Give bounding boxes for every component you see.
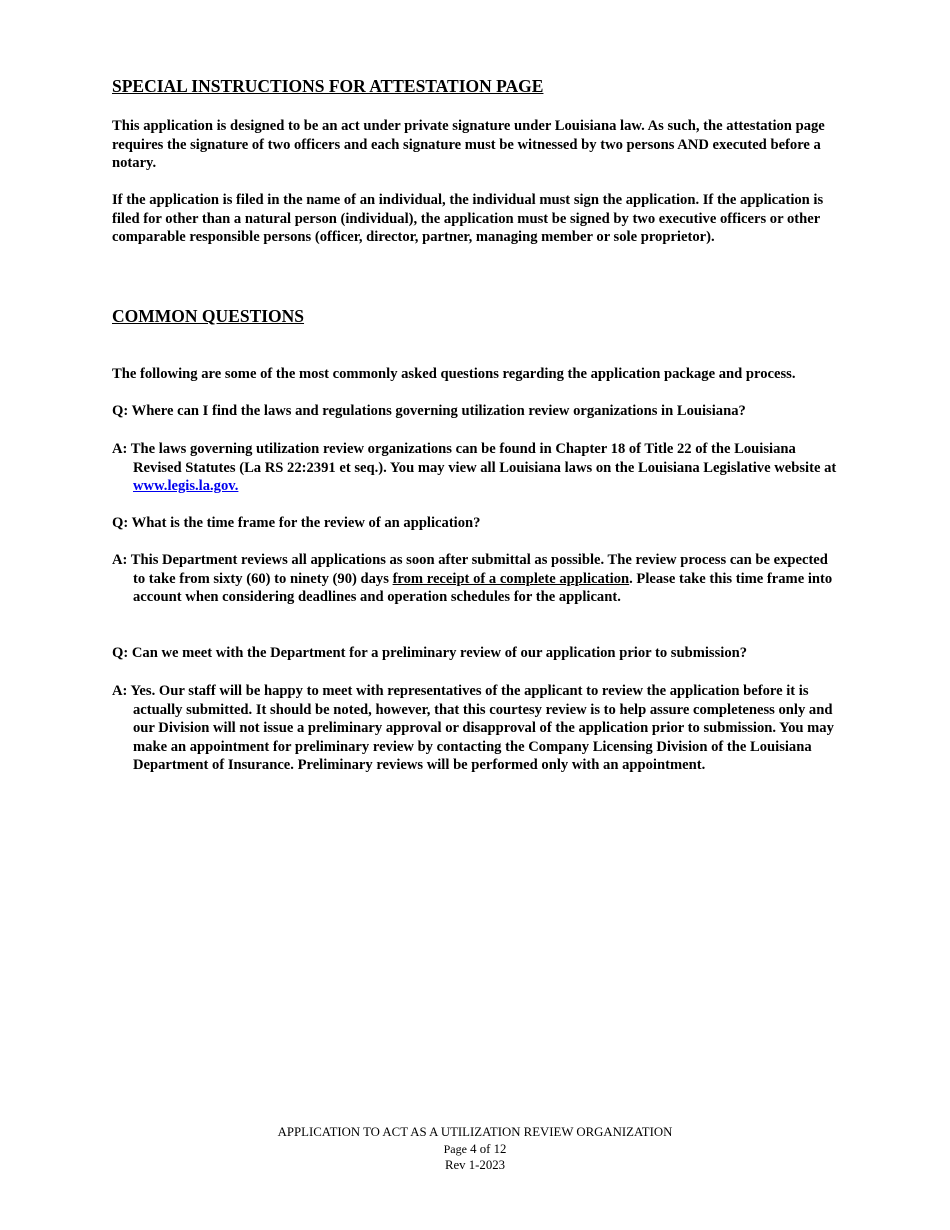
attestation-paragraph-1: This application is designed to be an act under private signature under Louisiana law. As such, the attestation page requires the signature of two officers and each signature must be witnessed by two persons AND executed before a notary. bbox=[112, 118, 825, 172]
footer-revision: Rev 1-2023 bbox=[444, 1158, 506, 1172]
answer-1-text: A: The laws governing utilization review organizations can be found in Chapter 18 of Title 22 of the Louisiana Revised Statutes (La RS 22:2391 et seq.). You may view all Louisiana laws on the Louisiana Legislative website at bbox=[112, 441, 837, 476]
answer-2-underlined-text: from receipt of a complete application bbox=[392, 570, 630, 587]
attestation-heading: SPECIAL INSTRUCTIONS FOR ATTESTATION PAGE bbox=[112, 76, 544, 96]
answer-3: A: Yes. Our staff will be happy to meet with representatives of the applicant to review the application before it is actually submitted. It should be noted, however, that this courtesy review is to help assure completeness only and our Division will not issue a preliminary approval or disapproval of the application prior to submission. You may make an appointment for preliminary review by contacting the Company Licensing Division of the Louisiana Department of Insurance. Preliminary reviews will be performed only with an appointment. bbox=[112, 683, 834, 774]
common-questions-heading: COMMON QUESTIONS bbox=[112, 306, 305, 326]
answer-2-text-start: A: This Department reviews all applications as soon after submittal as possible. The review process can be expected to take from sixty (60) to ninety (90) days bbox=[112, 552, 828, 587]
footer-title: APPLICATION TO ACT AS A UTILIZATION REVIEW ORGANIZATION bbox=[277, 1125, 673, 1139]
common-questions-intro: The following are some of the most commonly asked questions regarding the application package and process. bbox=[112, 366, 796, 382]
footer-page-count: 4 of 12 bbox=[470, 1141, 507, 1156]
answer-2-text-end: . Please take this time frame into account when considering deadlines and operation schedules for the applicant. bbox=[133, 570, 833, 606]
attestation-paragraph-2: If the application is filed in the name of an individual, the individual must sign the application. If the application is filed for other than a natural person (individual), the application must be signed by two executive officers or other comparable responsible persons (officer, director, partner, managing member or sole proprietor). bbox=[112, 192, 824, 246]
answer-1 bbox=[112, 440, 842, 496]
question-1: Q: Where can I find the laws and regulations governing utilization review organizations in Louisiana? bbox=[112, 403, 746, 419]
question-2: Q: What is the time frame for the review of an application? bbox=[112, 515, 481, 531]
footer-page-word: Page bbox=[443, 1141, 467, 1156]
footer-page-number bbox=[0, 1141, 950, 1158]
page-footer bbox=[0, 1124, 950, 1174]
legislature-link[interactable]: www.legis.la.gov. bbox=[133, 478, 239, 495]
answer-2 bbox=[112, 551, 842, 607]
question-3: Q: Can we meet with the Department for a preliminary review of our application prior to submission? bbox=[112, 645, 748, 661]
